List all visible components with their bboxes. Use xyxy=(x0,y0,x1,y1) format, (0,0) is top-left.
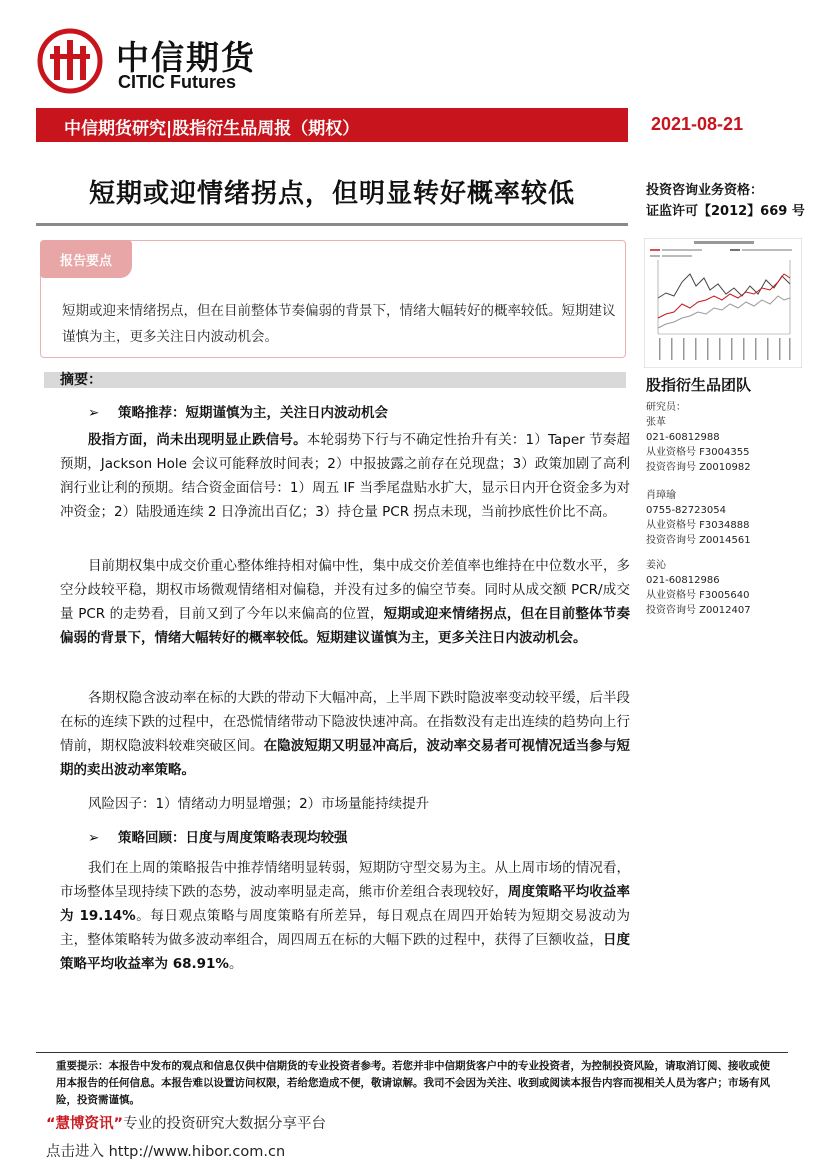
paragraph-body: 。每日观点策略与周度策略有所差异，每日观点在周四开始转为短期交易波动为主，整体策略转为做多波动率组合，周四周五在标的大幅下跌的过程中，获得了巨额收益， xyxy=(60,908,631,948)
key-points-text: 短期或迎来情绪拐点，但在目前整体节奏偏弱的背景下，情绪大幅转好的概率较低。短期建议谨慎为主，更多关注日内波动机会。 xyxy=(62,303,616,345)
team-member-1 xyxy=(646,400,751,475)
team-title: 股指衍生品团队 xyxy=(646,376,752,394)
paragraph-body: 目前期权集中成交价重心整体维持相对偏中性，集中成交价差值率也维持在中位数水平，多空分歧较平稳，期权市场微观情绪相对偏稳，并没有过多的偏空节奏。同时从成交额 PCR/成交量 PCR 的走势看，目前又到了今年以来偏高的位置， xyxy=(60,558,630,622)
strategy-recommendation-bullet xyxy=(88,401,388,421)
paragraph-body: 我们在上周的策略报告中推荐情绪明显转弱，短期防守型交易为主。从上周市场的情况看，市场整体呈现持续下跌的态势，波动率明显走高，熊市价差组合表现较好， xyxy=(60,860,630,900)
key-points-tab xyxy=(40,240,132,278)
logo-english-name: CITIC Futures xyxy=(118,72,237,92)
researchers-label: 研究员： xyxy=(646,402,686,413)
report-date: 2021-08-21 xyxy=(651,114,744,134)
citic-logo-icon xyxy=(36,28,106,94)
member-name: 肖璋瑜 xyxy=(646,490,676,501)
license-number: 证监许可【2012】669 号 xyxy=(646,204,805,219)
member-cert: 投资咨询号 Z0010982 xyxy=(646,462,751,473)
sidebar-thumbnail-chart xyxy=(644,238,802,368)
member-cert: 从业资格号 F3004355 xyxy=(646,447,750,458)
logo-chinese-name: 中信期货 xyxy=(116,38,256,77)
promo-tagline: 专业的投资研究大数据分享平台 xyxy=(123,1116,327,1132)
member-cert: 投资咨询号 Z0012407 xyxy=(646,605,751,616)
summary-label: 摘要： xyxy=(60,372,102,388)
paragraph-option-sentiment xyxy=(60,554,630,650)
paragraph-emphasis: 短期或迎来情绪拐点，但在目前整体节奏偏弱的背景下，情绪大幅转好的概率较低。短期建议谨慎为主，更多关注日内波动机会。 xyxy=(60,606,631,646)
weekly-return-emphasis: 周度策略平均收益率为 19.14% xyxy=(60,884,631,924)
bullet-text: 策略推荐：短期谨慎为主，关注日内波动机会 xyxy=(118,405,388,421)
member-name: 张革 xyxy=(646,417,666,428)
report-series-banner xyxy=(36,108,628,142)
promo-brand: “慧博资讯” xyxy=(46,1116,124,1132)
daily-return-emphasis: 日度策略平均收益率为 68.91% xyxy=(60,932,631,972)
paragraph-body: 。 xyxy=(228,956,243,972)
banner-text: 中信期货研究|股指衍生品周报（期权） xyxy=(64,119,360,139)
key-points-tab-label: 报告要点 xyxy=(59,254,112,269)
citic-futures-logo xyxy=(36,28,266,98)
paragraph-implied-volatility xyxy=(60,686,630,782)
paragraph-emphasis: 在隐波短期又明显冲高后，波动率交易者可视情况适当参与短期的卖出波动率策略。 xyxy=(60,738,631,778)
member-phone: 021-60812986 xyxy=(646,575,720,586)
member-name: 姜沁 xyxy=(646,560,666,571)
strategy-review-bullet xyxy=(88,826,348,846)
summary-header-bar xyxy=(44,372,626,388)
license-label: 投资咨询业务资格： xyxy=(646,183,764,198)
disclaimer-note: 重要提示：本报告中发布的观点和信息仅供中信期货的专业投资者参考。若您并非中信期货客户中的专业投资者，为控制投资风险，请取消订阅、接收或使用本报告的任何信息。本报告难以设置访问权限，若给您造成不便，敬请谅解。我司不会因为关注、收到或阅读本报告内容而视相关人员为客户；市场有风险，投资需谨慎。 xyxy=(56,1060,770,1106)
team-member-2 xyxy=(646,488,751,548)
title-divider xyxy=(36,223,628,226)
paragraph-strategy-review xyxy=(60,856,630,976)
member-phone: 021-60812988 xyxy=(646,432,720,443)
member-phone: 0755-82723054 xyxy=(646,505,726,516)
arrow-bullet-icon: ➢ xyxy=(88,405,100,421)
paragraph-index-outlook xyxy=(60,428,630,524)
license-info xyxy=(646,180,805,222)
team-member-3 xyxy=(646,558,751,618)
paragraph-lead: 股指方面，尚未出现明显止跌信号。 xyxy=(88,432,307,448)
member-cert: 投资咨询号 Z0014561 xyxy=(646,535,751,546)
member-cert: 从业资格号 F3034888 xyxy=(646,520,750,531)
hibor-promo xyxy=(46,1112,326,1133)
report-title: 短期或迎情绪拐点，但明显转好概率较低 xyxy=(88,179,575,209)
bullet-text: 策略回顾：日度与周度策略表现均较强 xyxy=(118,830,348,846)
risk-factors: 风险因子：1）情绪动力明显增强；2）市场量能持续提升 xyxy=(88,796,430,812)
arrow-bullet-icon: ➢ xyxy=(88,830,100,846)
member-cert: 从业资格号 F3005640 xyxy=(646,590,750,601)
paragraph-body: 本轮弱势下行与不确定性抬升有关：1）Taper 节奏超预期，Jackson Hole 会议可能释放时间表；2）中报披露之前存在兑现盘；3）政策加剧了高利润行业让利的预期。结合资金面信号：1）周五 IF 当季尾盘贴水扩大，显示日内开仓资金多为对冲资金；2）陆股通连续 2 日净流出百亿；3）持仓量 PCR 拐点未现，当前抄底性价比不高。 xyxy=(60,432,631,520)
hibor-link[interactable]: 点击进入 http://www.hibor.com.cn xyxy=(46,1144,286,1160)
paragraph-body: 各期权隐含波动率在标的大跌的带动下大幅冲高，上半周下跌时隐波率变动较平缓，后半段在标的连续下跌的过程中，在恐慌情绪带动下隐波快速冲高。在指数没有走出连续的趋势向上行情前，期权隐波料较难突破区间。 xyxy=(60,690,630,754)
footer-divider xyxy=(36,1052,788,1053)
